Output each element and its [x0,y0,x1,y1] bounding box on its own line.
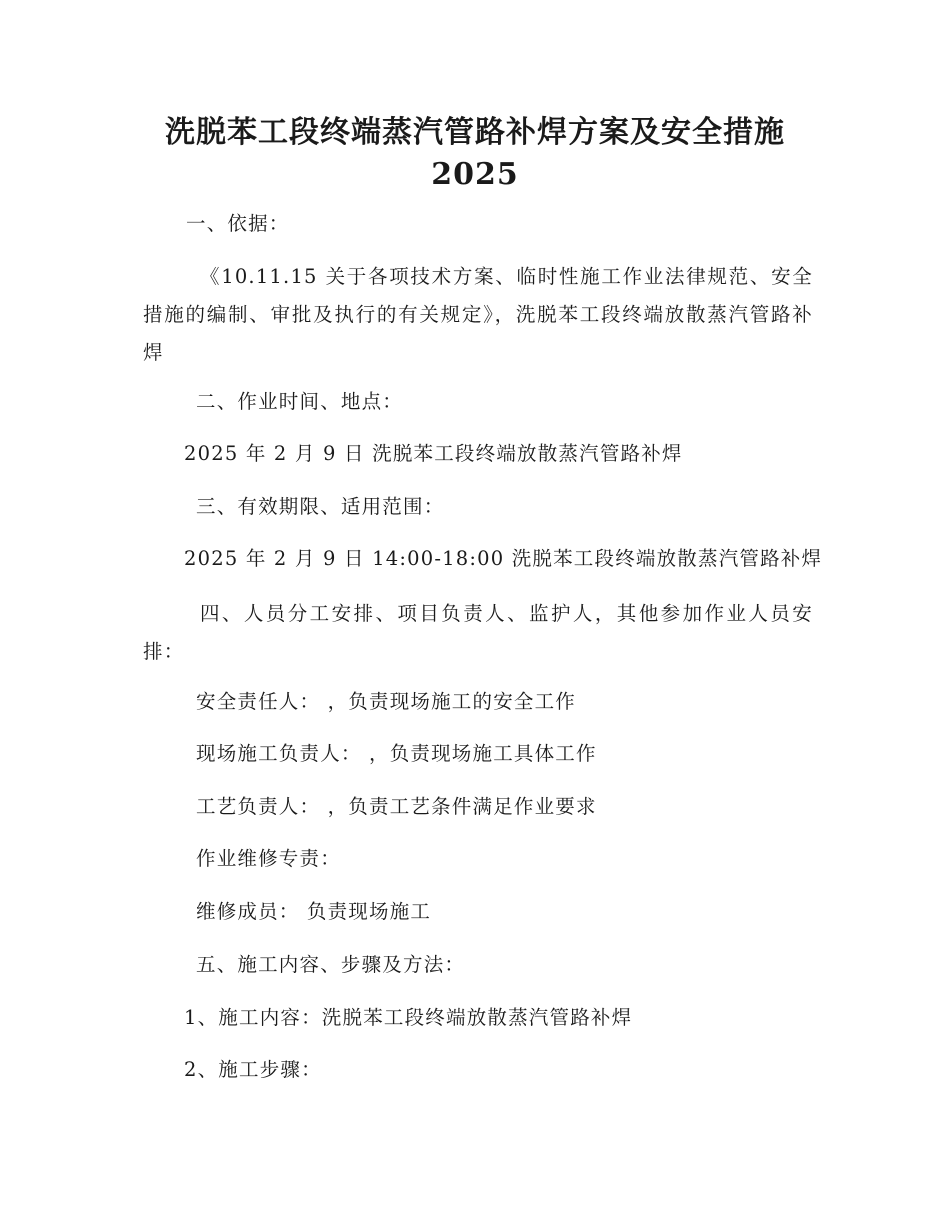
document-title-line-1: 洗脱苯工段终端蒸汽管路补焊方案及安全措施 [165,115,785,150]
personnel-maintenance-crew: 维修成员： 负责现场施工 [196,900,432,923]
personnel-maintenance-lead: 作业维修专责： [196,847,341,870]
section-2-body: 2025 年 2 月 9 日 洗脱苯工段终端放散蒸汽管路补焊 [184,442,683,465]
section-4-heading: 四、人员分工安排、项目负责人、监护人，其他参加作业人员安排： [143,602,813,663]
personnel-safety-lead: 安全责任人： ，负责现场施工的安全工作 [196,690,576,713]
section-5-item-content: 1、施工内容：洗脱苯工段终端放散蒸汽管路补焊 [184,1006,633,1029]
section-1-heading: 一、依据： [186,212,290,235]
personnel-site-lead: 现场施工负责人： ，负责现场施工具体工作 [196,742,597,765]
section-3-heading: 三、有效期限、适用范围： [196,495,445,518]
personnel-process-lead: 工艺负责人： ，负责工艺条件满足作业要求 [196,795,597,818]
section-5-item-steps: 2、施工步骤： [184,1058,322,1081]
document-title-line-2: 2025 [431,157,519,192]
section-5-heading: 五、施工内容、步骤及方法： [196,953,466,976]
section-3-body: 2025 年 2 月 9 日 14:00-18:00 洗脱苯工段终端放散蒸汽管路补焊 [184,547,823,570]
section-1-body: 《10.11.15 关于各项技术方案、临时性施工作业法律规范、安全措施的编制、审批及执行的有关规定》，洗脱苯工段终端放散蒸汽管路补焊 [143,265,813,364]
section-2-heading: 二、作业时间、地点： [196,390,404,413]
